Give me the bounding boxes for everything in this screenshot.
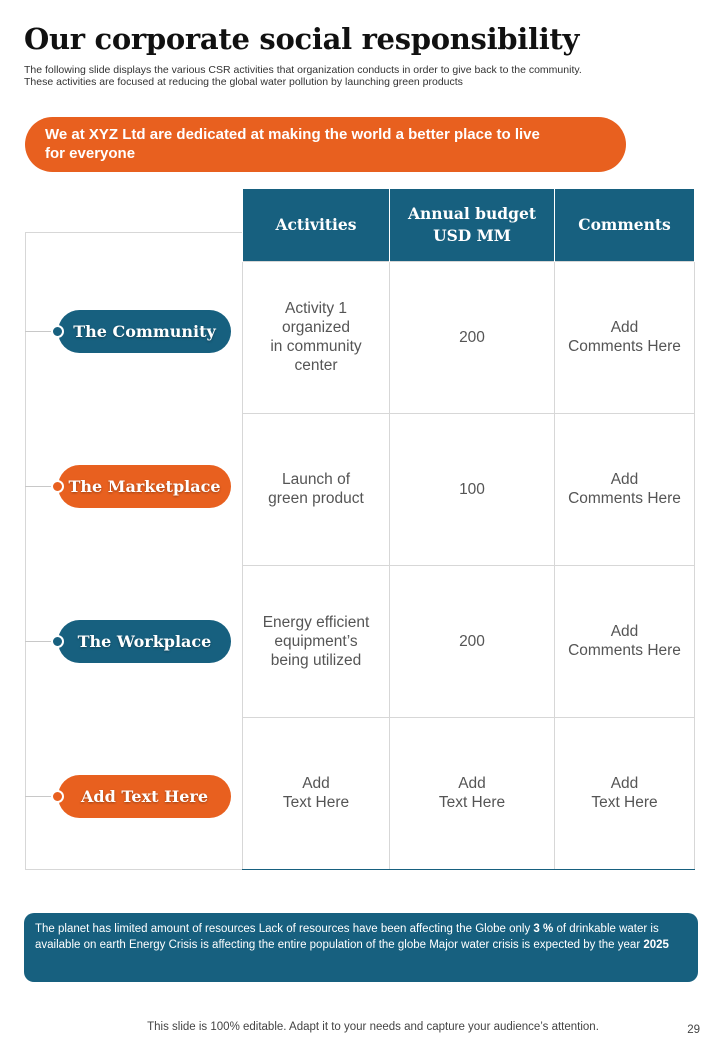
page-number: 29: [687, 1024, 700, 1036]
table-row: [243, 413, 695, 565]
table-row: [243, 565, 695, 717]
table-header-row: [243, 189, 695, 261]
budget-cell: 100: [390, 413, 555, 565]
subtitle-line-2: These activities are focused at reducing the global water pollution by launching green products: [24, 76, 463, 88]
activity-cell: Activity 1 organized in community center: [243, 261, 390, 413]
category-pill-workplace: The Workplace: [58, 620, 231, 663]
bullet-dot: [51, 790, 64, 803]
budget-cell: 200: [390, 565, 555, 717]
activity-cell: Energy efficient equipment’s being utilized: [243, 565, 390, 717]
banner-line-2: for everyone: [45, 145, 136, 162]
banner-line-1: We at XYZ Ltd are dedicated at making the world a better place to live: [45, 126, 540, 143]
budget-cell: Add Text Here: [390, 717, 555, 869]
comments-cell: Add Comments Here: [555, 413, 695, 565]
comments-cell: Add Comments Here: [555, 565, 695, 717]
page-subtitle: [24, 64, 704, 88]
csr-table: [242, 189, 695, 870]
bullet-dot: [51, 480, 64, 493]
note-text-1: The planet has limited amount of resources Lack of resources have been affecting the Globe only: [35, 923, 534, 935]
footer-text: This slide is 100% editable. Adapt it to your needs and capture your audience’s attention.: [147, 1021, 599, 1033]
page-title: Our corporate social responsibility: [24, 22, 580, 56]
category-pill-add-text: Add Text Here: [58, 775, 231, 818]
table-row: [243, 717, 695, 869]
header-comments: Comments: [555, 189, 695, 261]
note-text-2: of drinkable water is available on earth Energy Crisis is affecting the entire population of the globe Major water crisis is expected by the year: [35, 923, 659, 951]
header-activities: Activities: [243, 189, 390, 261]
comments-cell: Add Comments Here: [555, 261, 695, 413]
subtitle-line-1: The following slide displays the various CSR activities that organization conducts in order to give back to the community.: [24, 64, 582, 76]
note-highlight-year: 2025: [643, 939, 669, 951]
table-row: [243, 261, 695, 413]
header-annual-budget: Annual budget USD MM: [390, 189, 555, 261]
note-highlight-percent: 3 %: [533, 923, 554, 935]
bullet-dot: [51, 325, 64, 338]
mission-banner: [25, 117, 626, 172]
comments-cell: Add Text Here: [555, 717, 695, 869]
budget-cell: 200: [390, 261, 555, 413]
category-pill-marketplace: The Marketplace: [58, 465, 231, 508]
activity-cell: Add Text Here: [243, 717, 390, 869]
info-note: [24, 913, 698, 982]
activity-cell: Launch of green product: [243, 413, 390, 565]
category-pill-community: The Community: [58, 310, 231, 353]
bullet-dot: [51, 635, 64, 648]
